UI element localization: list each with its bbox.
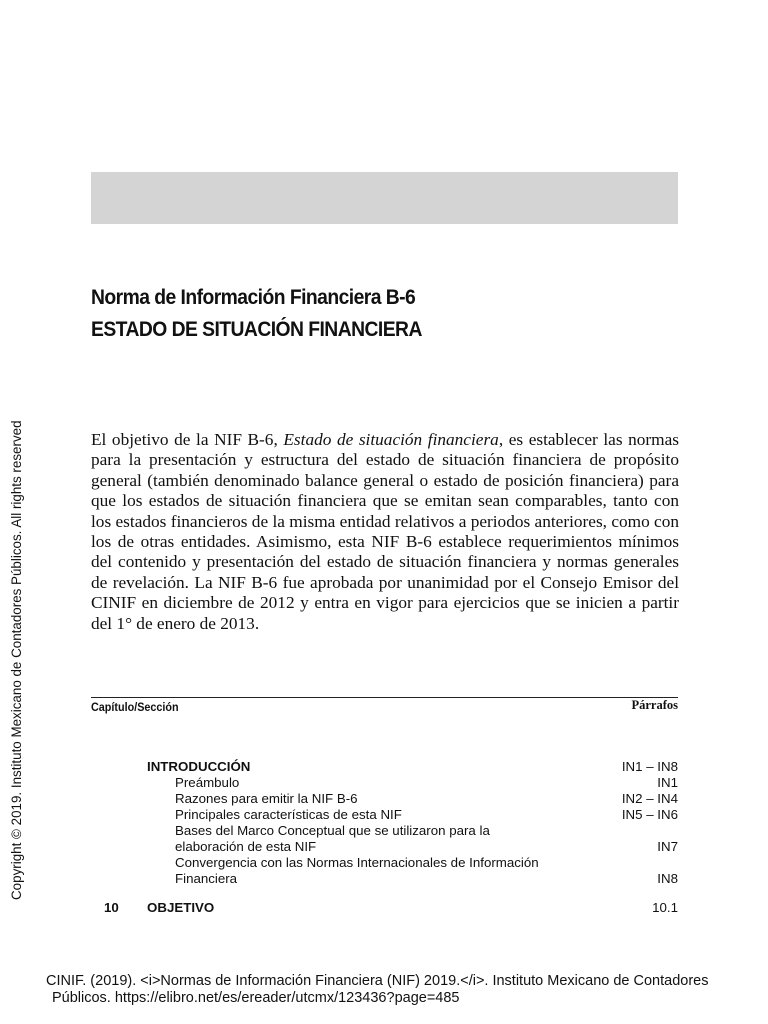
intro-text-end: , es establecer las normas para la presentación y estructura del estado de situación financiera de propósito general (también denominado balance general o estado de posición financiera) para que los estados de situación financiera que se emitan sean comparables, tanto con los estados financieros de la misma entidad relativos a periodos anteriores, como con los de otras entidades. Asimismo, esta NIF B-6 establece requerimientos mínimos del contenido y presentación del estado de situación financiera y normas generales de revelación. La NIF B-6 fue aprobada por unanimidad por el Consejo Emisor del CINIF en diciembre de 2012 y entra en vigor para ejercicios que se inicien a partir del 1° de enero de 2013. <box>91 430 679 633</box>
toc-item-convergencia-line1: Convergencia con las Normas Internacionales de Información <box>175 855 539 870</box>
toc-item-preambulo: Preámbulo <box>175 775 240 790</box>
toc-ref-convergencia: IN8 <box>657 871 678 886</box>
toc-ref-objetivo: 10.1 <box>652 900 678 915</box>
toc-number-objetivo: 10 <box>104 900 119 915</box>
citation-line-1: CINIF. (2019). <i>Normas de Información Financiera (NIF) 2019.</i>. Instituto Mexicano de Contadores <box>46 973 709 989</box>
toc-ref-bases: IN7 <box>657 839 678 854</box>
toc-header-capitulo: Capítulo/Sección <box>91 700 179 714</box>
toc-ref-razones: IN2 – IN4 <box>621 791 678 806</box>
intro-text-start: El objetivo de la NIF B-6, <box>91 430 284 449</box>
toc-item-objetivo: OBJETIVO <box>147 900 215 915</box>
toc-item-razones: Razones para emitir la NIF B-6 <box>175 791 358 806</box>
toc-header-rule <box>91 697 678 698</box>
toc-item-principales: Principales características de esta NIF <box>175 807 402 822</box>
toc-item-convergencia-line2: Financiera <box>175 871 238 886</box>
document-title: Norma de Información Financiera B-6 <box>91 286 416 309</box>
toc-item-bases-line2: elaboración de esta NIF <box>175 839 317 854</box>
side-copyright-notice: Copyright © 2019. Instituto Mexicano de Contadores Públicos. All rights reserved <box>9 420 24 900</box>
citation-footer <box>46 973 766 1007</box>
intro-text-italic: Estado de situación financiera <box>283 430 499 449</box>
toc-item-introduccion: INTRODUCCIÓN <box>147 759 251 774</box>
header-gray-band <box>91 172 678 224</box>
citation-line-2: Públicos. https://elibro.net/es/ereader/utcmx/123436?page=485 <box>52 990 460 1006</box>
toc-ref-introduccion: IN1 – IN8 <box>621 759 678 774</box>
toc-ref-preambulo: IN1 <box>657 775 678 790</box>
toc-item-bases-line1: Bases del Marco Conceptual que se utilizaron para la <box>175 823 490 838</box>
toc-ref-principales: IN5 – IN6 <box>621 807 678 822</box>
toc-header-parrafos: Párrafos <box>631 698 678 712</box>
document-subtitle: ESTADO DE SITUACIÓN FINANCIERA <box>91 318 422 341</box>
intro-paragraph <box>91 430 679 634</box>
